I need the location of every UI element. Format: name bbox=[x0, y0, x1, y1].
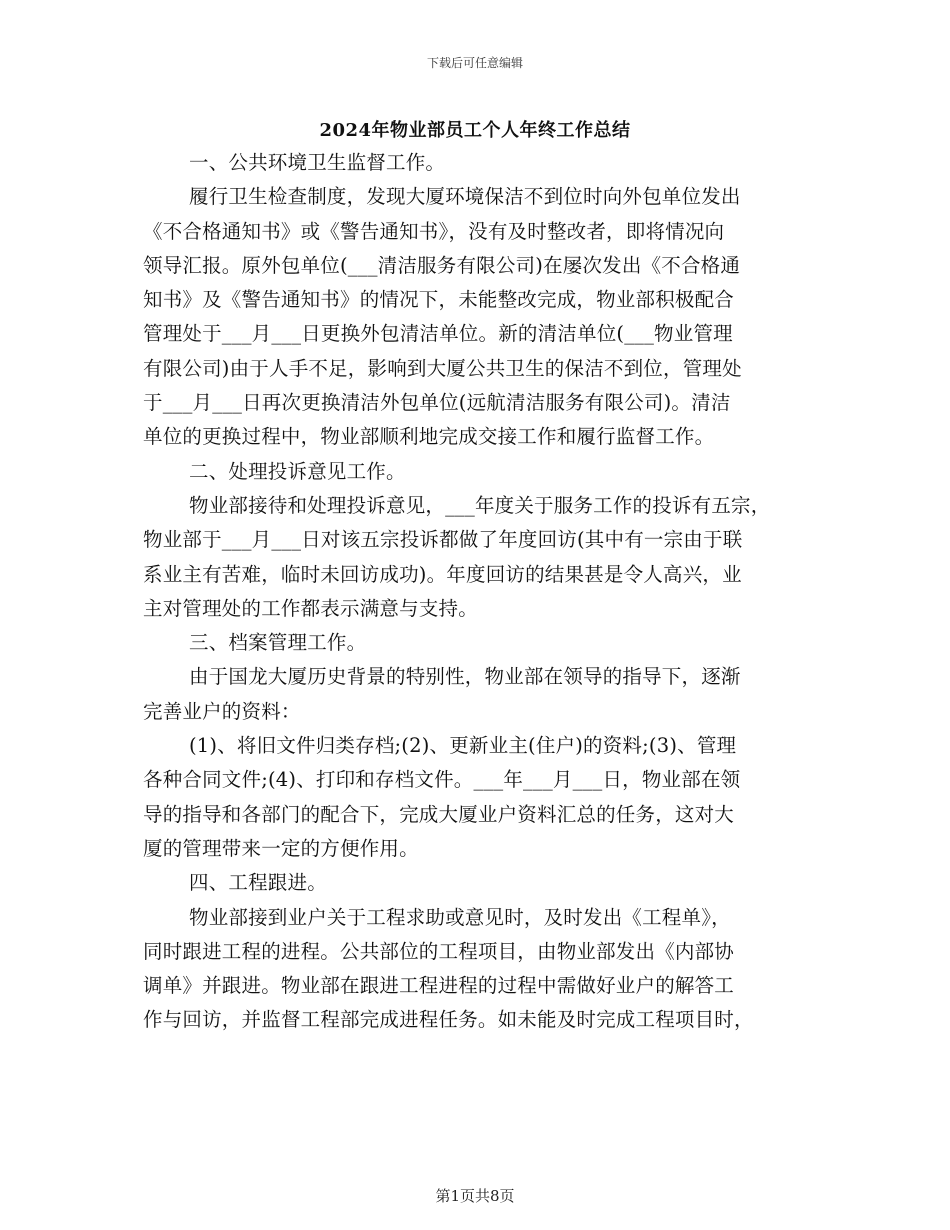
page-number: 第1页共8页 bbox=[435, 1187, 515, 1205]
text-line: 作与回访，并监督工程部完成进程任务。如未能及时完成工程项目时， bbox=[143, 1008, 754, 1032]
text-line: 各种合同文件;(4)、打印和存档文件。___年___月___日，物业部在领 bbox=[143, 768, 741, 792]
text-line: 于___月___日再次更换清洁外包单位(远航清洁服务有限公司)。清洁 bbox=[143, 391, 731, 415]
text-line: 物业部接到业户关于工程求助或意见时，及时发出《工程单》， bbox=[189, 905, 731, 929]
text-line: 主对管理处的工作都表示满意与支持。 bbox=[143, 596, 478, 620]
text-line: 物业部接待和处理投诉意见，___年度关于服务工作的投诉有五宗， bbox=[189, 493, 771, 517]
text-line: 履行卫生检查制度，发现大厦环境保洁不到位时向外包单位发出 bbox=[189, 185, 741, 209]
document-body bbox=[143, 146, 823, 1038]
text-line: (1)、将旧文件归类存档;(2)、更新业主(住户)的资料;(3)、管理 bbox=[189, 734, 737, 758]
text-line: 四、工程跟进。 bbox=[189, 871, 327, 895]
page-header: 下载后可任意编辑 bbox=[426, 56, 523, 70]
text-line: 有限公司)由于人手不足，影响到大厦公共卫生的保洁不到位，管理处 bbox=[143, 356, 742, 380]
text-line: 系业主有苦难，临时未回访成功)。年度回访的结果甚是令人高兴，业 bbox=[143, 562, 742, 586]
text-line: 二、处理投诉意见工作。 bbox=[189, 459, 406, 483]
text-line: 三、档案管理工作。 bbox=[189, 631, 367, 655]
text-line: 《不合格通知书》或《警告通知书》，没有及时整改者，即将情况向 bbox=[143, 219, 725, 243]
text-line: 物业部于___月___日对该五宗投诉都做了年度回访(其中有一宗由于联 bbox=[143, 528, 743, 552]
text-line: 完善业户的资料： bbox=[143, 699, 301, 723]
text-line: 单位的更换过程中，物业部顺利地完成交接工作和履行监督工作。 bbox=[143, 425, 715, 449]
text-line: 调单》并跟进。物业部在跟进工程进程的过程中需做好业户的解答工 bbox=[143, 974, 735, 998]
text-line: 领导汇报。原外包单位(___清洁服务有限公司)在屡次发出《不合格通 bbox=[143, 253, 741, 277]
text-line: 由于国龙大厦历史背景的特别性，物业部在领导的指导下，逐渐 bbox=[189, 665, 741, 689]
text-line: 管理处于___月___日更换外包清洁单位。新的清洁单位(___物业管理 bbox=[143, 322, 733, 346]
text-line: 同时跟进工程的进程。公共部位的工程项目，由物业部发出《内部协 bbox=[143, 939, 735, 963]
text-line: 导的指导和各部门的配合下，完成大厦业户资料汇总的任务，这对大 bbox=[143, 802, 735, 826]
text-line: 一、公共环境卫生监督工作。 bbox=[189, 151, 446, 174]
document-title: 2024年物业部员工个人年终工作总结 bbox=[319, 120, 631, 141]
text-line: 知书》及《警告通知书》的情况下，未能整改完成，物业部积极配合 bbox=[143, 288, 735, 312]
text-line: 厦的管理带来一定的方便作用。 bbox=[143, 836, 419, 860]
